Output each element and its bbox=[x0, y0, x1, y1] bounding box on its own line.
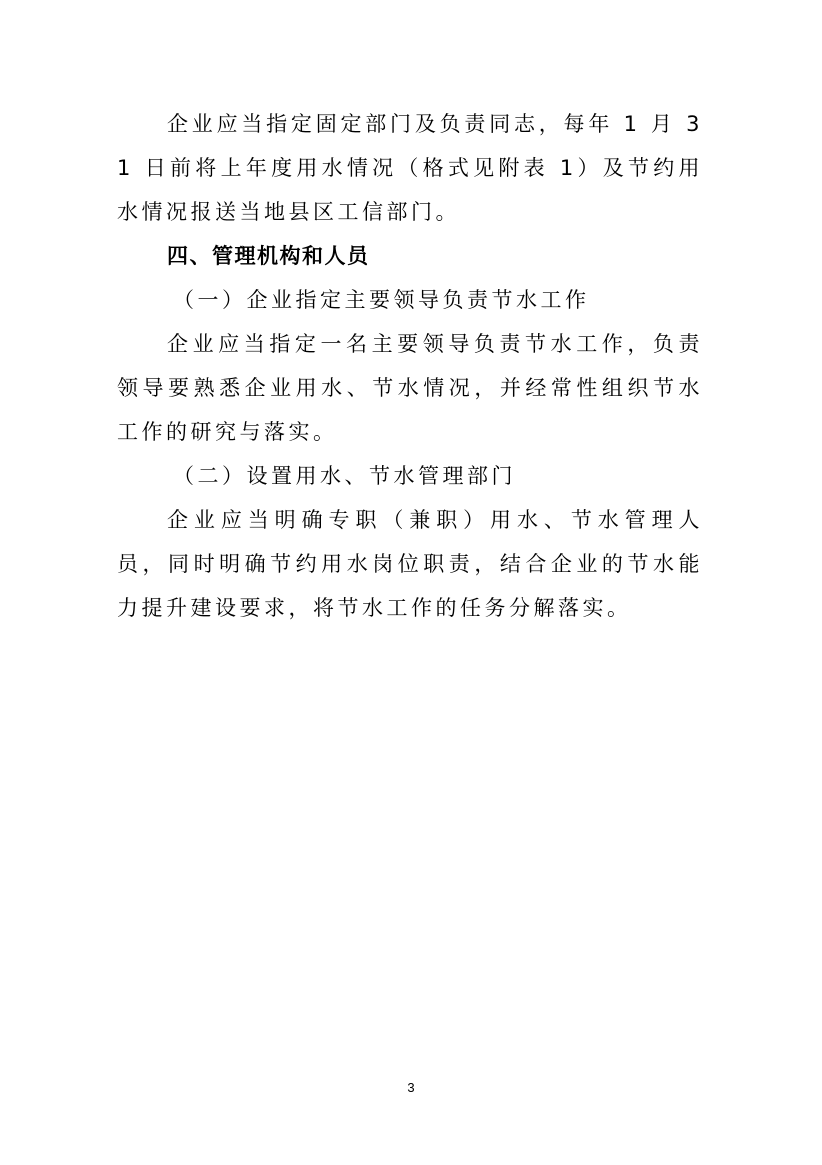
paragraph-department: 企业应当明确专职（兼职）用水、节水管理人员，同时明确节约用水岗位职责，结合企业的节水能力提升建设要求，将节水工作的任务分解落实。 bbox=[117, 508, 703, 620]
document-body bbox=[117, 102, 703, 630]
paragraph-water-report: 企业应当指定固定部门及负责同志，每年 1 月 31 日前将上年度用水情况（格式见附表 1）及节约用水情况报送当地县区工信部门。 bbox=[117, 112, 703, 224]
page-number: 3 bbox=[407, 1080, 415, 1095]
subheading-department: （二）设置用水、节水管理部门 bbox=[173, 464, 516, 488]
paragraph-leader: 企业应当指定一名主要领导负责节水工作，负责领导要熟悉企业用水、节水情况，并经常性组织节水工作的研究与落实。 bbox=[117, 332, 703, 444]
subheading-leader: （一）企业指定主要领导负责节水工作 bbox=[173, 288, 590, 312]
section-heading-management: 四、管理机构和人员 bbox=[167, 244, 370, 268]
